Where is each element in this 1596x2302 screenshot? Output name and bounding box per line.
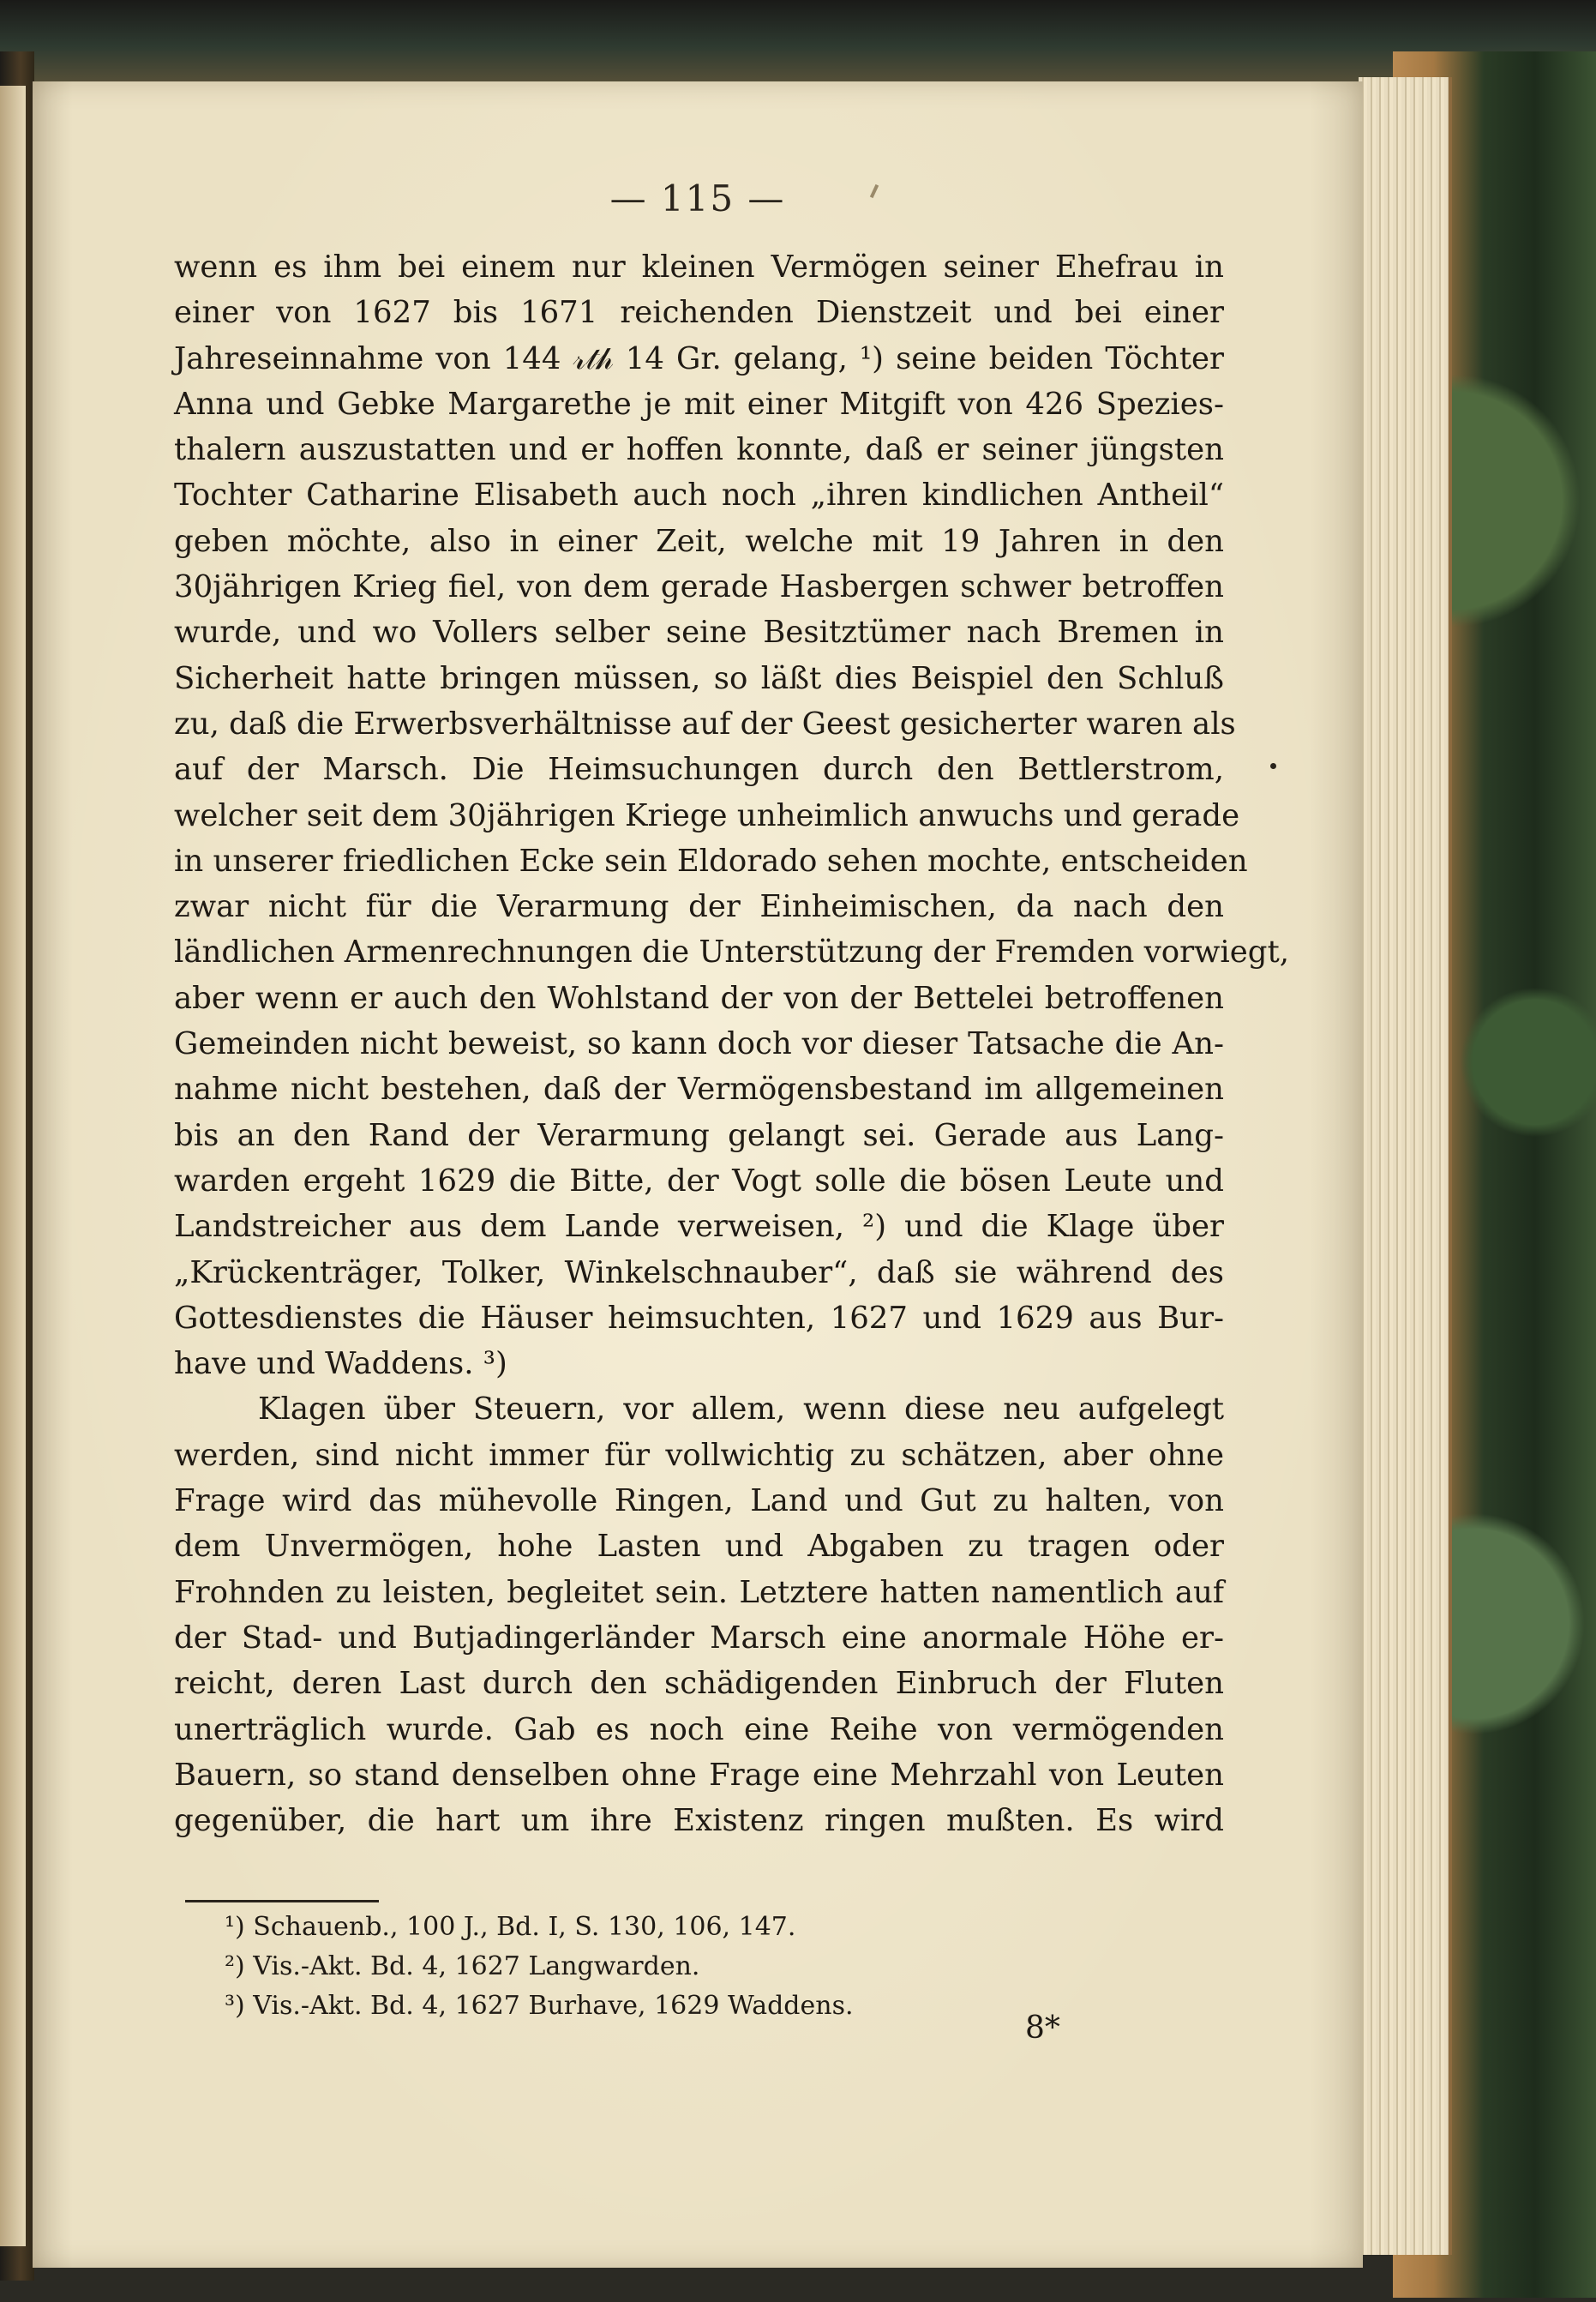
text-line: Bauern, so stand denselben ohne Frage eine Mehrzahl von Leuten (174, 1757, 1224, 1793)
text-line: Landstreicher aus dem Lande verweisen, ²) und die Klage über (174, 1209, 1224, 1245)
text-line: werden, sind nicht immer für vollwichtig zu schätzen, aber ohne (174, 1437, 1224, 1473)
facing-page-edge (0, 86, 26, 2246)
text-line: 30jährigen Krieg fiel, von dem gerade Hasbergen schwer betroffen (174, 569, 1224, 605)
footnote-rule (185, 1900, 379, 1902)
footnote: ³) Vis.-Akt. Bd. 4, 1627 Burhave, 1629 Waddens. (225, 1991, 854, 2021)
text-line: gegenüber, die hart um ihre Existenz ringen mußten. Es wird (174, 1803, 1224, 1839)
text-line: nahme nicht bestehen, daß der Vermögensbestand im allgemeinen (174, 1072, 1224, 1108)
footnote: ¹) Schauenb., 100 J., Bd. I, S. 130, 106, 147. (225, 1912, 796, 1942)
text-line: reicht, deren Last durch den schädigenden Einbruch der Fluten (174, 1666, 1224, 1702)
text-line: geben möchte, also in einer Zeit, welche mit 19 Jahren in den (174, 523, 1224, 559)
text-line: Jahreseinnahme von 144 𝓇𝓉𝒽 14 Gr. gelang, ¹) seine beiden Töchter (174, 340, 1224, 376)
text-line: in unserer friedlichen Ecke sein Eldorado sehen mochte, entscheiden (174, 843, 1248, 879)
text-line: zu, daß die Erwerbsverhältnisse auf der Geest gesicherter waren als (174, 706, 1236, 742)
text-line: Frage wird das mühevolle Ringen, Land und Gut zu halten, von (174, 1483, 1224, 1519)
text-line: Gemeinden nicht beweist, so kann doch vor dieser Tatsache die An- (174, 1026, 1224, 1062)
text-line: Anna und Gebke Margarethe je mit einer Mitgift von 426 Spezies- (174, 386, 1224, 422)
page-number-header: — 115 — (609, 177, 786, 219)
text-line: ländlichen Armenrechnungen die Unterstützung der Fremden vorwiegt, (174, 935, 1290, 971)
footnote: ²) Vis.-Akt. Bd. 4, 1627 Langwarden. (225, 1951, 700, 1981)
text-line: wurde, und wo Vollers selber seine Besitztümer nach Bremen in (174, 615, 1224, 651)
ink-dot (1270, 763, 1276, 769)
text-line: aber wenn er auch den Wohlstand der von der Bettelei betroffenen (174, 980, 1224, 1016)
text-line: Frohnden zu leisten, begleitet sein. Letztere hatten namentlich auf (174, 1574, 1224, 1610)
body-text (174, 244, 1290, 1843)
text-line: Klagen über Steuern, vor allem, wenn diese neu aufgelegt (258, 1391, 1224, 1427)
text-line: Tochter Catharine Elisabeth auch noch „ihren kindlichen Antheil“ (174, 478, 1224, 514)
text-line: unerträglich wurde. Gab es noch eine Reihe von vermögenden (174, 1711, 1224, 1747)
text-line: welcher seit dem 30jährigen Kriege unheimlich anwuchs und gerade (174, 797, 1240, 833)
text-line: wenn es ihm bei einem nur kleinen Vermögen seiner Ehefrau in (174, 249, 1224, 285)
text-line: Gottesdienstes die Häuser heimsuchten, 1627 und 1629 aus Bur- (174, 1300, 1224, 1336)
text-line: warden ergeht 1629 die Bitte, der Vogt solle die bösen Leute und (174, 1163, 1224, 1199)
text-line: einer von 1627 bis 1671 reichenden Dienstzeit und bei einer (174, 295, 1224, 331)
book-page (33, 81, 1363, 2268)
text-line: thalern auszustatten und er hoffen konnte, daß er seiner jüngsten (174, 432, 1224, 468)
text-line: bis an den Rand der Verarmung gelangt sei. Gerade aus Lang- (174, 1117, 1224, 1153)
footnotes (225, 1908, 1167, 2026)
text-line: Sicherheit hatte bringen müssen, so läßt dies Beispiel den Schluß (174, 660, 1224, 696)
text-line: auf der Marsch. Die Heimsuchungen durch den Bettlerstrom, (174, 752, 1224, 788)
text-line: „Krückenträger, Tolker, Winkelschnauber“, daß sie während des (174, 1254, 1224, 1290)
text-line: der Stad- und Butjadingerländer Marsch eine anormale Höhe er- (174, 1620, 1224, 1656)
signature-mark: 8* (1025, 2010, 1060, 2046)
text-line: dem Unvermögen, hohe Lasten und Abgaben zu tragen oder (174, 1529, 1224, 1565)
page-edges (1359, 77, 1452, 2255)
text-line: have und Waddens. ³) (174, 1346, 507, 1382)
text-line: zwar nicht für die Verarmung der Einheimischen, da nach den (174, 889, 1224, 925)
